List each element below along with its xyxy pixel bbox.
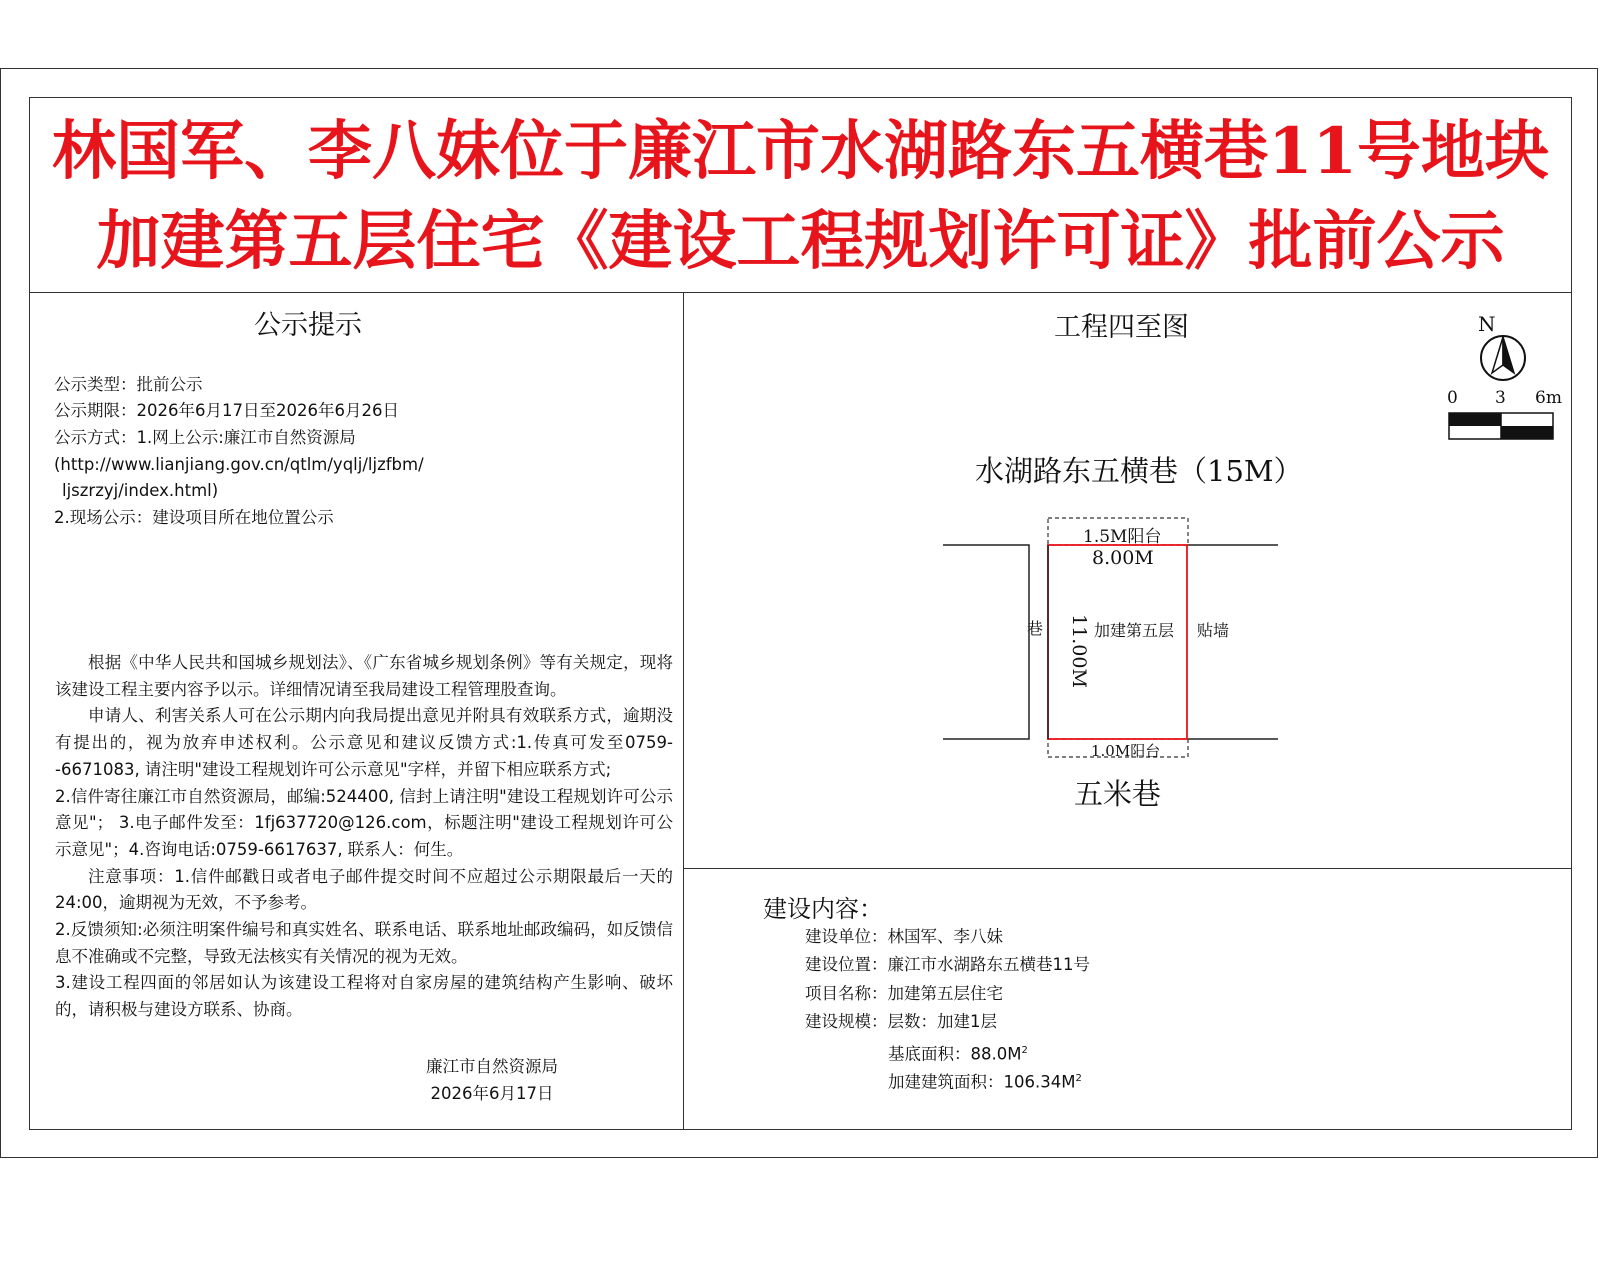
- notice-para-requirement: 2.反馈须知:必须注明案件编号和真实姓名、联系电话、联系地址邮政编码，如反馈信息不准确或不完整，导致无法核实有关情况的视为无效。: [55, 920, 673, 966]
- width-label: 8.00M: [1092, 547, 1154, 569]
- notice-para-neighbors: 3.建设工程四面的邻居如认为该建设工程将对自家房屋的建筑结构产生影响、破坏的，请积极与建设方联系、协商。: [55, 973, 673, 1020]
- content-location: 建设位置：廉江市水湖路东五横巷11号: [805, 955, 1090, 974]
- road-south-label: 五米巷: [1074, 777, 1162, 811]
- west-label: 巷: [1027, 619, 1044, 638]
- notice-para-legal: 根据《中华人民共和国城乡规划法》、《广东省城乡规划条例》等有关规定，现将该建设工程主要内容予以示。详细情况请至我局建设工程管理股查询。: [55, 653, 673, 699]
- road-north-label: 水湖路东五横巷（15M）: [975, 454, 1303, 488]
- scale-label-6: 6m: [1535, 388, 1562, 408]
- east-label: 贴墙: [1197, 621, 1230, 640]
- notice-period: 公示期限：2026年6月17日至2026年6月26日: [54, 401, 399, 420]
- notice-method: 公示方式：1.网上公示:廉江市自然资源局: [54, 428, 356, 447]
- content-project: 项目名称：加建第五层住宅: [805, 984, 1003, 1003]
- scale-label-3: 3: [1495, 388, 1506, 408]
- notice-type: 公示类型：批前公示: [54, 375, 203, 394]
- north-label: N: [1478, 312, 1496, 336]
- title-divider: [29, 292, 1572, 293]
- notice-para-attention: 注意事项：1.信件邮戳日或者电子邮件提交时间不应超过公示期限最后一天的24:00，逾期视为无效，不予参考。: [55, 866, 673, 913]
- map-heading: 工程四至图: [1054, 312, 1189, 343]
- notice-url-line2: ljszrzyj/index.html): [62, 481, 219, 500]
- sign-org: 廉江市自然资源局: [426, 1057, 558, 1076]
- notice-para-mail: 2.信件寄往廉江市自然资源局，邮编:524400, 信封上请注明"建设工程规划许可公示意见"； 3.电子邮件发至：1fj637720@126.com，标题注明"建设工程规划许可公示意见"；4.咨询电话:0759-6617637, 联系人：何生。: [55, 786, 673, 859]
- notice-heading: 公示提示: [254, 310, 362, 341]
- balcony-south-label: 1.0M阳台: [1091, 742, 1161, 760]
- content-scale: 建设规模：层数：加建1层: [805, 1012, 997, 1031]
- scale-label-0: 0: [1447, 388, 1458, 408]
- balcony-north-label: 1.5M阳台: [1083, 527, 1162, 547]
- scale-bar: [1448, 412, 1556, 442]
- depth-label: 11.00M: [1067, 614, 1090, 688]
- notice-title-line1: 林国军、李八妹位于廉江市水湖路东五横巷11号地块: [51, 114, 1550, 189]
- column-divider: [683, 292, 684, 1130]
- content-base-area: 基底面积：$88.0M^2$: [888, 1044, 1028, 1064]
- notice-para-feedback: 申请人、利害关系人可在公示期内向我局提出意见并附具有效联系方式，逾期没有提出的，视为放弃申述权利。公示意见和建议反馈方式:1.传真可发至0759--6671083, 请注明"建设工程规划许可公示意见"字样，并留下相应联系方式;: [55, 706, 673, 779]
- content-unit: 建设单位：林国军、李八妹: [805, 927, 1003, 946]
- west-neighbor-outline: [943, 545, 1029, 739]
- notice-site: 2.现场公示：建设项目所在地位置公示: [54, 508, 334, 527]
- content-build-area: 加建建筑面积：$106.34M^2$: [888, 1072, 1082, 1092]
- north-arrow-icon: [1478, 333, 1528, 383]
- content-heading: 建设内容：: [763, 895, 883, 923]
- map-content-divider: [683, 868, 1572, 869]
- notice-url-line1: (http://www.lianjiang.gov.cn/qtlm/yqlj/ljzfbm/: [54, 455, 424, 474]
- notice-body: [55, 650, 673, 1024]
- building-label: 加建第五层: [1094, 621, 1175, 640]
- sign-date: 2026年6月17日: [430, 1084, 554, 1103]
- notice-title-line2: 加建第五层住宅《建设工程规划许可证》批前公示: [96, 204, 1505, 279]
